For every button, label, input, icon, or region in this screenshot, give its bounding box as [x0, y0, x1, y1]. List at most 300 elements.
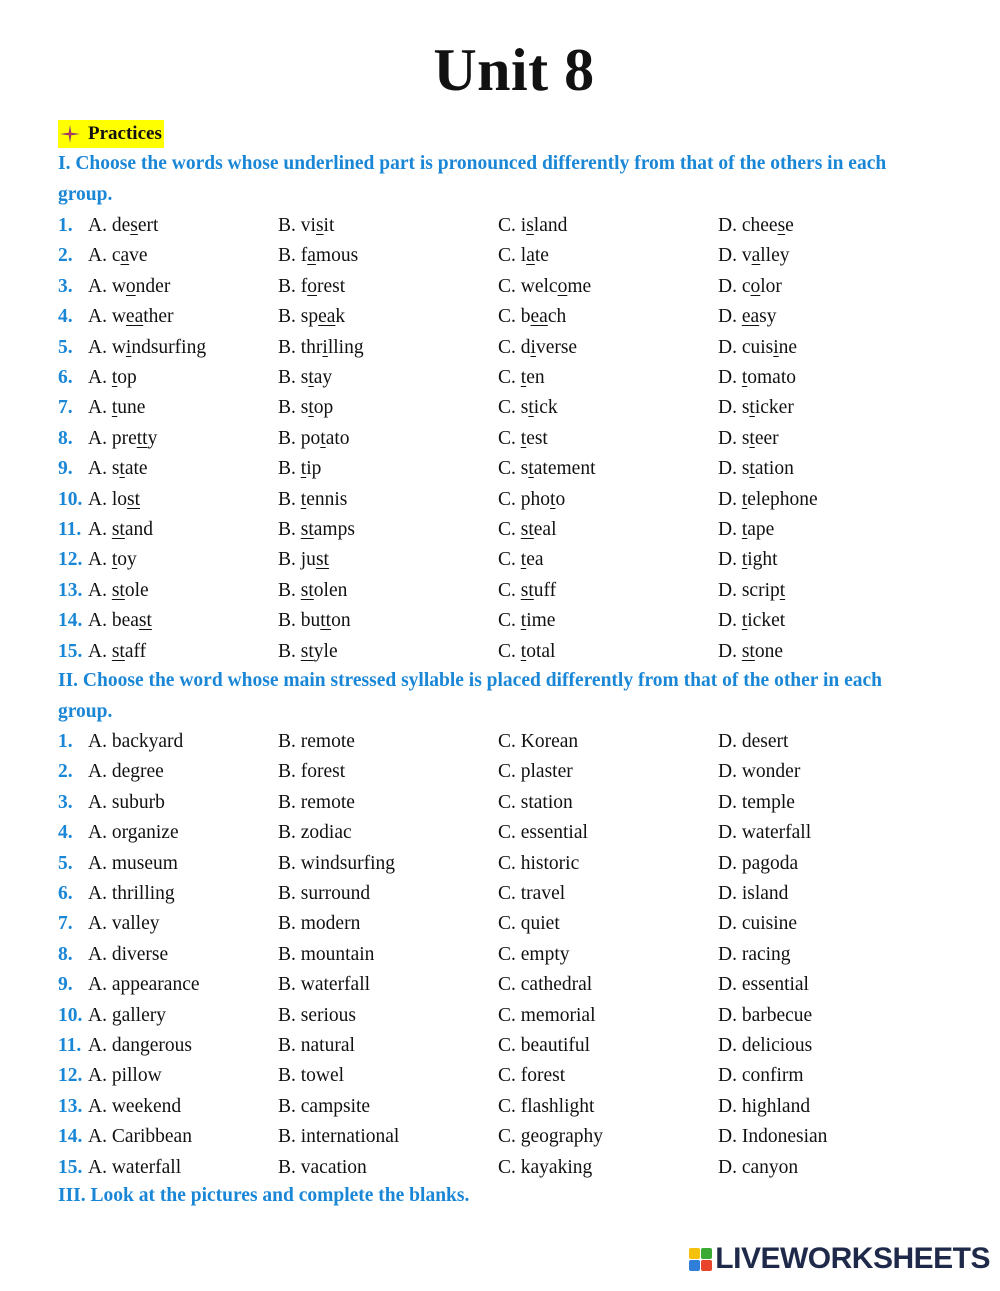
underlined-part: t [111, 549, 118, 571]
underlined-part: t [741, 610, 748, 632]
answer-option-b[interactable]: B. campsite [278, 1095, 371, 1117]
option-text: B. po [278, 427, 321, 449]
question-number: 14. [58, 1126, 83, 1148]
answer-option-b[interactable]: B. remote [278, 791, 355, 813]
question-number: 10. [58, 1004, 83, 1026]
question-row [58, 909, 958, 939]
answer-option-c[interactable]: C. forest [498, 1065, 566, 1087]
underlined-part: t [111, 367, 118, 388]
option-text: B. [278, 458, 301, 480]
option-text: op [313, 397, 334, 419]
answer-option-b[interactable]: B. waterfall [278, 974, 371, 996]
option-text: ther [143, 306, 174, 328]
answer-option-b[interactable]: B. surround [278, 883, 371, 904]
option-text: on [331, 610, 351, 632]
answer-option-c[interactable] [498, 302, 566, 332]
option-text: aff [124, 640, 147, 662]
answer-option-c[interactable] [498, 241, 549, 271]
option-text: B. sp [278, 306, 319, 328]
option-text: D. scrip [718, 579, 780, 601]
underlined-part: st [111, 640, 125, 662]
underlined-part: a [307, 245, 316, 267]
answer-option-d[interactable] [718, 637, 783, 667]
question-row [58, 637, 958, 667]
answer-option-c[interactable]: C. Korean [498, 731, 579, 752]
question-row [58, 970, 958, 1000]
answer-option-d[interactable] [718, 302, 777, 332]
option-text: one [754, 640, 784, 662]
question-row [58, 545, 958, 575]
compass-star-bullet-icon [58, 120, 88, 148]
answer-option-b[interactable]: B. serious [278, 1004, 356, 1026]
underlined-part: t [779, 579, 786, 601]
underlined-part: s [777, 215, 786, 236]
answer-option-b[interactable]: B. modern [278, 913, 361, 935]
answer-option-a[interactable]: A. Caribbean [88, 1126, 192, 1148]
answer-option-c[interactable]: C. quiet [498, 913, 560, 935]
answer-option-d[interactable]: D. essential [718, 974, 809, 996]
underlined-part: st [138, 610, 152, 632]
option-text: ay [313, 367, 333, 388]
question-number: 12. [58, 1065, 83, 1087]
answer-option-c[interactable] [498, 454, 596, 484]
option-text: D. [718, 610, 742, 632]
answer-option-a[interactable] [88, 545, 137, 575]
option-text: B. f [278, 245, 308, 267]
question-row [58, 1001, 958, 1031]
answer-option-d[interactable] [718, 393, 794, 423]
section-1-heading-line2: group. [58, 183, 113, 205]
answer-option-b[interactable] [278, 637, 338, 667]
answer-option-c[interactable] [498, 211, 567, 241]
question-row [58, 576, 958, 606]
answer-option-a[interactable]: A. degree [88, 761, 164, 783]
underlined-part: o [750, 275, 761, 297]
option-text: y [147, 427, 158, 449]
option-text: C. [498, 640, 521, 662]
answer-option-d[interactable]: D. temple [718, 791, 795, 813]
underlined-part: s [526, 215, 534, 236]
underlined-part: t [749, 427, 755, 449]
question-number: 13. [58, 1095, 83, 1117]
answer-option-b[interactable]: B. zodiac [278, 822, 352, 844]
answer-option-d[interactable]: D. confirm [718, 1065, 804, 1087]
answer-option-d[interactable]: D. pagoda [718, 852, 799, 874]
answer-option-a[interactable] [88, 302, 174, 332]
answer-option-a[interactable] [88, 637, 146, 667]
underlined-part: t [528, 458, 534, 480]
option-text: ight [747, 549, 778, 571]
answer-option-a[interactable]: A. waterfall [88, 1156, 182, 1178]
underlined-part: t [741, 519, 748, 540]
option-text: land [533, 215, 568, 236]
option-text: D. s [718, 397, 750, 419]
question-row [58, 757, 958, 787]
question-number: 9. [58, 458, 73, 480]
option-text: o [555, 488, 566, 510]
question-row [58, 1153, 958, 1183]
option-text: ch [547, 306, 567, 328]
answer-option-c[interactable] [498, 485, 565, 515]
question-row [58, 454, 958, 484]
option-text: A. [88, 640, 112, 662]
answer-option-a[interactable]: A. pillow [88, 1065, 162, 1087]
answer-option-d[interactable]: D. delicious [718, 1035, 813, 1056]
question-row [58, 241, 958, 271]
option-text: B. vi [278, 215, 316, 236]
option-text: olen [313, 579, 348, 601]
option-text: D. c [718, 275, 751, 297]
question-number: 15. [58, 640, 83, 662]
answer-option-b[interactable]: B. mountain [278, 943, 375, 965]
underlined-part: a [120, 245, 130, 267]
underlined-part: st [300, 519, 314, 540]
answer-option-a[interactable] [88, 515, 153, 545]
answer-option-b[interactable] [278, 424, 350, 454]
answer-option-a[interactable]: A. gallery [88, 1004, 166, 1026]
section-2-heading-line1: II. Choose the word whose main stressed syllable is placed differently from that of the other in each [58, 670, 883, 691]
option-text: te [534, 245, 549, 267]
question-row [58, 788, 958, 818]
answer-option-c[interactable]: C. station [498, 791, 573, 813]
question-number: 14. [58, 610, 83, 632]
option-text: C. welc [498, 275, 558, 297]
answer-option-a[interactable] [88, 241, 148, 271]
underlined-part: st [127, 488, 141, 510]
option-text: ape [747, 519, 775, 540]
answer-option-b[interactable] [278, 241, 358, 271]
question-row [58, 393, 958, 423]
answer-option-a[interactable] [88, 211, 158, 241]
option-text: oy [117, 549, 137, 571]
option-text: B. [278, 640, 301, 662]
option-text: D. [718, 488, 742, 510]
option-text: D. s [718, 427, 750, 449]
answer-option-d[interactable]: D. wonder [718, 761, 801, 783]
underlined-part: t [520, 427, 527, 449]
answer-option-b[interactable]: B. vacation [278, 1156, 367, 1178]
answer-option-b[interactable]: B. remote [278, 731, 355, 752]
option-text: A. pre [88, 427, 137, 449]
answer-option-a[interactable]: A. appearance [88, 974, 200, 996]
answer-option-b[interactable] [278, 363, 332, 393]
option-text: D. [718, 519, 742, 540]
question-row [58, 424, 958, 454]
option-text: eal [533, 519, 557, 540]
option-text: D. [718, 367, 742, 388]
answer-option-c[interactable] [498, 576, 556, 606]
answer-option-d[interactable]: D. desert [718, 731, 789, 752]
answer-option-a[interactable] [88, 485, 140, 515]
section-2-heading-line2: group. [58, 700, 113, 722]
option-text: A. w [88, 336, 126, 358]
option-text: C. i [498, 215, 527, 236]
answer-option-c[interactable]: C. flashlight [498, 1095, 595, 1117]
answer-option-b[interactable] [278, 333, 364, 363]
answer-option-d[interactable] [718, 424, 779, 454]
answer-option-a[interactable]: A. museum [88, 852, 178, 874]
question-number: 2. [58, 761, 73, 783]
answer-option-b[interactable] [278, 545, 329, 575]
question-row [58, 849, 958, 879]
underlined-part: t [741, 488, 748, 510]
option-text: otal [526, 640, 556, 662]
question-row [58, 1061, 958, 1091]
option-text: sy [759, 306, 777, 328]
option-text: C. s [498, 397, 529, 419]
question-row [58, 1122, 958, 1152]
option-text: C. [498, 367, 521, 388]
answer-option-d[interactable]: D. barbecue [718, 1004, 813, 1026]
option-text: C. [498, 579, 521, 601]
answer-option-d[interactable] [718, 333, 797, 363]
option-text: atement [533, 458, 596, 480]
answer-option-a[interactable] [88, 606, 152, 636]
question-number: 9. [58, 974, 73, 996]
option-text: A. [88, 519, 112, 540]
option-text: ole [124, 579, 149, 601]
answer-option-c[interactable]: C. plaster [498, 761, 573, 783]
question-number: 10. [58, 488, 83, 510]
section-1-heading [58, 149, 958, 210]
option-text: lor [760, 275, 782, 297]
option-text: ert [137, 215, 159, 236]
question-number: 11. [58, 519, 82, 540]
underlined-part: t [520, 367, 527, 388]
answer-option-c[interactable]: C. empty [498, 943, 570, 965]
option-text: omato [747, 367, 797, 388]
answer-option-a[interactable] [88, 272, 170, 302]
answer-option-b[interactable] [278, 576, 347, 606]
question-row [58, 727, 958, 757]
answer-option-a[interactable]: A. organize [88, 822, 179, 844]
option-text: B. bu [278, 610, 321, 632]
answer-option-b[interactable] [278, 454, 321, 484]
answer-option-c[interactable] [498, 606, 555, 636]
option-text: ndsurfing [131, 336, 207, 358]
answer-option-d[interactable] [718, 454, 794, 484]
option-text: D. cuis [718, 336, 774, 358]
option-text: D. s [718, 458, 750, 480]
answer-option-a[interactable] [88, 424, 157, 454]
answer-option-a[interactable] [88, 333, 206, 363]
answer-option-b[interactable] [278, 211, 334, 241]
option-text: C. [498, 427, 521, 449]
option-text: ip [306, 458, 322, 480]
answer-option-c[interactable] [498, 637, 555, 667]
answer-option-b[interactable]: B. forest [278, 761, 346, 783]
answer-option-c[interactable] [498, 363, 545, 393]
option-text: icket [747, 610, 786, 632]
answer-option-b[interactable]: B. natural [278, 1035, 355, 1056]
underlined-part: t [749, 397, 755, 419]
option-text: D. chee [718, 215, 778, 236]
question-number: 5. [58, 336, 73, 358]
underlined-part: o [557, 275, 568, 297]
underlined-part: t [111, 397, 118, 419]
question-number: 13. [58, 579, 83, 601]
option-text: B. thr [278, 336, 323, 358]
option-text: D. [718, 640, 742, 662]
option-text: and [124, 519, 154, 540]
answer-option-c[interactable]: C. cathedral [498, 974, 593, 996]
answer-option-d[interactable]: D. island [718, 883, 789, 904]
answer-option-c[interactable] [498, 424, 548, 454]
question-number: 6. [58, 367, 73, 388]
option-text: icker [754, 397, 794, 419]
option-text: lley [760, 245, 790, 267]
practices-label [58, 120, 164, 148]
answer-option-b[interactable] [278, 515, 355, 545]
option-text: C. s [498, 458, 529, 480]
underlined-part: t [308, 397, 314, 419]
option-text: rest [317, 275, 346, 297]
answer-option-a[interactable]: A. valley [88, 913, 160, 935]
option-text: A. c [88, 245, 121, 267]
underlined-part: ea [318, 306, 336, 328]
underlined-part: t [308, 367, 314, 388]
option-text: A. [88, 579, 112, 601]
answer-option-c[interactable]: C. essential [498, 822, 588, 844]
answer-option-b[interactable]: B. towel [278, 1065, 345, 1087]
answer-option-b[interactable] [278, 272, 345, 302]
question-row [58, 879, 958, 909]
option-text: op [117, 367, 137, 388]
page-title: Unit 8 [433, 37, 595, 103]
answer-option-a[interactable]: A. suburb [88, 791, 165, 813]
answer-option-c[interactable] [498, 333, 577, 363]
underlined-part: t [520, 640, 527, 662]
question-row [58, 606, 958, 636]
answer-option-a[interactable]: A. diverse [88, 943, 169, 965]
question-number: 7. [58, 397, 73, 419]
logo-text: LIVEWORKSHEETS [715, 1242, 990, 1275]
answer-option-d[interactable]: D. waterfall [718, 822, 812, 844]
answer-option-b[interactable] [278, 485, 347, 515]
logo-tile [701, 1260, 712, 1271]
answer-option-a[interactable] [88, 576, 149, 606]
option-text: ne [778, 336, 798, 358]
option-text: C. l [498, 245, 527, 267]
answer-option-d[interactable] [718, 576, 785, 606]
answer-option-d[interactable] [718, 363, 796, 393]
section-2-heading [58, 666, 958, 727]
option-text: A. [88, 397, 112, 419]
answer-option-c[interactable] [498, 545, 544, 575]
logo-tile [689, 1248, 700, 1259]
question-row [58, 818, 958, 848]
underlined-part: t [520, 549, 527, 571]
answer-option-c[interactable]: C. historic [498, 852, 580, 874]
answer-option-d[interactable] [718, 211, 794, 241]
underlined-part: i [125, 336, 132, 358]
answer-option-d[interactable]: D. canyon [718, 1156, 799, 1178]
section-3-heading: III. Look at the pictures and complete the blanks. [58, 1185, 470, 1206]
option-text: elephone [747, 488, 818, 510]
answer-option-b[interactable]: B. windsurfing [278, 852, 395, 874]
question-number: 4. [58, 822, 73, 844]
answer-option-a[interactable] [88, 454, 148, 484]
question-number: 4. [58, 306, 73, 328]
underlined-part: a [526, 245, 535, 267]
answer-option-a[interactable]: A. dangerous [88, 1035, 192, 1056]
answer-option-b[interactable] [278, 393, 333, 423]
answer-option-b[interactable]: B. international [278, 1126, 400, 1148]
option-text: B. ju [278, 549, 316, 571]
option-text: A. [88, 549, 112, 571]
option-text: C. [498, 519, 521, 540]
underlined-part: st [315, 549, 329, 571]
answer-option-d[interactable] [718, 515, 774, 545]
answer-option-d[interactable]: D. racing [718, 943, 791, 965]
answer-option-c[interactable]: C. memorial [498, 1004, 596, 1026]
option-text: est [526, 427, 548, 449]
answer-option-c[interactable] [498, 393, 558, 423]
underlined-part: t [119, 458, 125, 480]
option-text: C. b [498, 306, 531, 328]
option-text: C. pho [498, 488, 551, 510]
option-text: ate [124, 458, 148, 480]
option-text: uff [533, 579, 557, 601]
answer-option-c[interactable]: C. kayaking [498, 1156, 593, 1178]
answer-option-d[interactable]: D. cuisine [718, 913, 798, 935]
underlined-part: t [741, 549, 748, 571]
answer-option-a[interactable]: A. weekend [88, 1095, 182, 1117]
answer-option-c[interactable]: C. geography [498, 1126, 604, 1148]
answer-option-c[interactable] [498, 272, 591, 302]
underlined-part: st [520, 579, 534, 601]
liveworksheets-logo [689, 1239, 990, 1279]
option-text: B. s [278, 367, 309, 388]
option-text: ato [325, 427, 350, 449]
answer-option-d[interactable] [718, 545, 778, 575]
underlined-part: tt [136, 427, 148, 449]
answer-option-b[interactable] [278, 302, 345, 332]
answer-option-c[interactable]: C. beautiful [498, 1035, 591, 1056]
answer-option-d[interactable] [718, 241, 790, 271]
underlined-part: t [300, 458, 307, 480]
question-number: 11. [58, 1035, 82, 1056]
option-text: e [785, 215, 794, 236]
underlined-part: t [320, 427, 326, 449]
answer-option-d[interactable] [718, 485, 818, 515]
option-text: nder [135, 275, 171, 297]
question-row [58, 485, 958, 515]
underlined-part: ea [530, 306, 548, 328]
answer-option-a[interactable] [88, 363, 137, 393]
answer-option-b[interactable] [278, 606, 351, 636]
answer-option-c[interactable]: C. travel [498, 883, 566, 904]
answer-option-d[interactable]: D. highland [718, 1095, 811, 1117]
answer-option-a[interactable]: A. backyard [88, 731, 184, 752]
underlined-part: a [751, 245, 761, 267]
answer-option-d[interactable]: D. Indonesian [718, 1126, 828, 1148]
question-number: 3. [58, 275, 73, 297]
answer-option-a[interactable]: A. thrilling [88, 883, 175, 904]
question-number: 2. [58, 245, 73, 267]
underlined-part: i [530, 336, 536, 358]
option-text: A. [88, 367, 112, 388]
answer-option-c[interactable] [498, 515, 557, 545]
question-row [58, 272, 958, 302]
question-number: 15. [58, 1156, 83, 1178]
underlined-part: o [307, 275, 317, 297]
answer-option-d[interactable] [718, 606, 785, 636]
question-row [58, 1031, 958, 1061]
answer-option-a[interactable] [88, 393, 145, 423]
answer-option-d[interactable] [718, 272, 782, 302]
option-text: A. w [88, 275, 126, 297]
